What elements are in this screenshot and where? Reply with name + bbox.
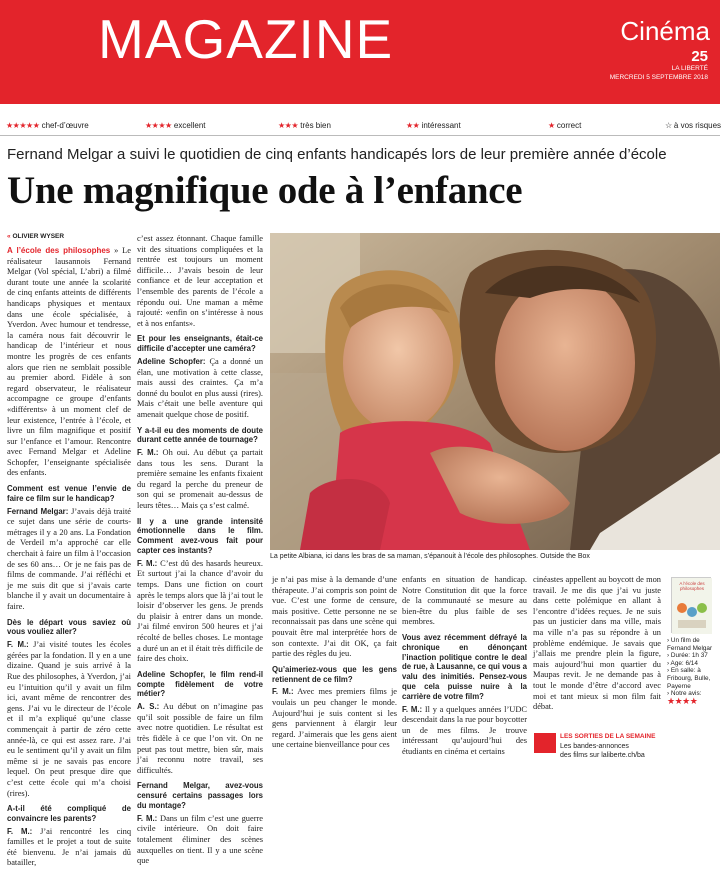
legend-item: ☆ à vos risques	[665, 121, 721, 130]
paragraph: je n’ai pas mise à la demande d’une thérapeute. J’ai compris son point de vue. C’est une forme de censure, mais positive. Cette personne ne se reconnaissait pas dans une scène qui pouvait être mal interprétée hors de son contexte. J’ai dit OK, ça fait partie des règles du jeu.	[272, 575, 397, 659]
article-photo	[270, 233, 720, 550]
answer: A. S.: Au début on n’imagine pas qu’il soit possible de faire un film avec notre quotidien. Le résultat est très fidèle à ce que l’on vit. On ne peut pas tout mettre, bien sûr, mais j’ai reconnu notre travail, ses difficultés.	[137, 702, 263, 775]
answer: F. M.: Avec mes premiers films je voulais un peu changer le monde. Aujourd’hui je suis content si les gens parviennent à élargir leur regard. J’aimerais que les gens aient une certaine bienveillance pour ces	[272, 687, 397, 750]
paragraph: c’est assez étonnant. Chaque famille vit des situations compliquées et la rentrée est toujours un moment difficile… J’avais besoin de leur confiance et de leur acceptation et l’ensemble des parents de l’école a répondu oui. Une maman a même rajouté: «enfin on s’intéresse à nous et à nos enfants».	[137, 234, 263, 328]
section-label: Cinéma	[620, 16, 710, 46]
poster-title: A l’école des philosophes	[679, 581, 705, 591]
article-column-5	[533, 575, 661, 725]
film-age: › Age: 6/14	[667, 659, 698, 667]
article-column-1	[7, 246, 132, 868]
answer: Adeline Schopfer: Ça a donné un élan, une motivation à cette classe, mais aussi des craintes. Ça m’a donné du boulot en plus aussi (rires). Mais c’était une belle aventure qui amenait quelque chose de positif.	[137, 356, 264, 419]
answer: F. M.: Oh oui. Au début ça partait dans tous les sens. Durant la première semaine les enfants fixaient du regard la perche du preneur de son qui se promenait au-dessus de leurs têtes… Mais ça s’est calmé.	[137, 448, 263, 511]
article-headline: Une magnifique ode à l’enfance	[7, 169, 523, 212]
promo-title: LES SORTIES DE LA SEMAINE	[560, 733, 656, 740]
answer: F. M.: Dans un film c’est une guerre civile intérieure. On doit faire totalement éliminer des scènes auxquelles on tient. Il y a une scène que	[137, 813, 263, 866]
answer: F. M.: C’est dû des hasards heureux. Et surtout j’ai la chance d’avoir du temps. Dans une fiction on court après le temps alors que là j’ai tout le loisir d’observer les gens. Je prends du plaisir à entrer dans un monde. J’ai filmé environ 500 heures et j’ai récolté de belles choses. Le montage a duré un an et il était très difficile de faire des choix.	[137, 558, 264, 664]
legend-item: ★★ intéressant	[406, 121, 461, 130]
chevron-icon: «	[7, 233, 11, 240]
article-column-3	[272, 575, 397, 768]
answer: Fernand Melgar: J’avais déjà traité ce sujet dans une série de courts-métrages il y a 20 ans. La Fondation de Verdeil m’a approché car elle cherchait à faire un film à l’occasion de ses 60 ans… Or je ne fais pas de films de commande. J’ai réfléchi et je me suis dit que si j’avais carte blanche il y avait un documentaire à faire.	[7, 506, 131, 611]
issue-date: MERCREDI 5 SEPTEMBRE 2018	[609, 74, 708, 81]
answer: F. M.: J’ai visité toutes les écoles gérées par la fondation. Il y en a une dizaine. Quand je suis arrivé à la Rue des philosophes, à Yverdon, j’ai eu l’intuition qu’il y avait un film ici, avant même de rencontrer des gens. J’ai vu le directeur de l’école et il m’a expliqué qu’une classe commençait à partir de zéro cette année-là, ce qui est assez rare. J’ai eu le sentiment qu’il y avait un film même si je ne savais pas encore lequel. On peut presque dire que c’est cette école qui m’a choisi (rires).	[7, 640, 131, 798]
article-column-2	[137, 234, 264, 866]
legend-item: ★ correct	[548, 121, 582, 130]
byline: « OLIVIER WYSER	[7, 233, 65, 240]
legend-item: ★★★★ excellent	[145, 121, 206, 130]
question: Comment est venue l’envie de faire ce film sur le handicap?	[7, 484, 131, 503]
publication-name: LA LIBERTÉ	[671, 65, 708, 72]
question: Vous avez récemment défrayé la chronique en dénonçant l’inaction politique contre le deal de rue, à Lausanne, ce qui vous a valu des inimitiés. Pensez-vous que cela puisse nuire à la carrière de votre film?	[402, 632, 527, 701]
film-duration: › Durée: 1h 37	[667, 652, 708, 660]
question: Dès le départ vous saviez où vous vouliez aller?	[7, 617, 131, 637]
film-rating-label: › Notre avis:	[667, 690, 702, 698]
legend-item: ★★★ très bien	[278, 121, 331, 130]
answer: F. M.: J’ai rencontré les cinq familles et le projet a tout de suite été bienvenu. Je n’ai jamais dû batailler,	[7, 826, 132, 868]
star-icon: ★★★★★	[6, 121, 40, 130]
film-director: › Un film de Fernand Melgar	[667, 637, 713, 652]
promo-text: Les bandes-annonces des films sur laliberte.ch/ba	[560, 743, 645, 759]
star-icon: ★★★	[278, 121, 299, 130]
film-strip-icon	[534, 733, 556, 753]
masthead-band	[0, 0, 720, 104]
question: Y a-t-il eu des moments de doute durant cette année de tournage?	[137, 425, 263, 445]
star-icon: ★	[548, 121, 555, 130]
film-rating-stars: ★★★★	[667, 695, 698, 706]
page-number: 25	[691, 48, 708, 65]
masthead-title: MAGAZINE	[98, 8, 394, 70]
photo-mother-and-child	[270, 233, 720, 550]
article-column-4	[402, 575, 527, 768]
rating-legend	[0, 116, 720, 136]
photo-caption: La petite Albiana, ici dans les bras de sa maman, s’épanouit à l’école des philosophes. Outside the Box	[270, 553, 590, 560]
film-info-sidebar	[667, 577, 719, 705]
question: Fernand Melgar, avez-vous censuré certains passages lors du montage?	[137, 781, 263, 810]
lead-paragraph: » Le réalisateur lausannois Fernand Melgar (Vol spécial, L’abri) a filmé durant toute une année la scolarité de cinq enfants atteints de différents handicaps physiques et mentaux dans une école spécialisée, à Yverdon. Avec humour et tendresse, la caméra nous fait découvrir le handicap de l’intérieur et nous montre les progrès de ces enfants alors que rien ne semblait possible au premier abord. Fidèle à son regard observateur, le réalisateur accompagne ce groupe d’enfants «différents» à un moment clef de leur existence, l’entrée à l’école, et livre un film magnifique et positif sur l’enfance et l’amour. Rencontre avec Fernand Melgar et Adeline Schopfer, l’enseignante spécialisée des enfants.	[7, 246, 131, 478]
legend-item: ★★★★★ chef-d’œuvre	[6, 121, 89, 130]
promo-link[interactable]: des films sur laliberte.ch/ba	[560, 752, 645, 759]
star-icon: ★★★★	[145, 121, 172, 130]
question: Adeline Schopfer, le film rend-il compte fidèlement de votre métier?	[137, 669, 263, 699]
lead-title: A l’école des philosophes	[7, 246, 111, 255]
question: Et pour les enseignants, était-ce difficile d’accepter une caméra?	[137, 334, 263, 354]
paragraph: cinéastes appellent au boycott de mon travail. Je me dis que j’ai vu juste dans cette polémique en allant à l’encontre d’idées reçues. Je ne suis pas un justicier dans ma ville, mais ma ville n’a pas su répondre à un problème endémique. Je savais que j’allais me prendre plein la figure, mais aujourd’hui mon quartier du Maupas revit. Je ne demande pas à tout le monde d’être d’accord avec moi et tant mieux si mon film fait débat.	[533, 575, 661, 712]
answer: F. M.: Il y a quelques années l’UDC descendait dans la rue pour boycotter un de mes films. Je trouve intéressant qu’aujourd’hui des étudiants en cinéma et certains	[402, 704, 527, 756]
question: A-t-il été compliqué de convaincre les parents?	[7, 804, 131, 823]
article-kicker: Fernand Melgar a suivi le quotidien de cinq enfants handicapés lors de leur première année d’école	[7, 146, 667, 163]
question: Qu’aimeriez-vous que les gens retiennent de ce film?	[272, 664, 397, 684]
star-outline-icon: ☆	[665, 121, 672, 130]
question: Il y a une grande intensité émotionnelle dans le film. Comment avez-vous fait pour capter ces instants?	[137, 516, 263, 556]
film-cinemas: › En salle: à Fribourg, Bulle, Payerne	[667, 667, 711, 690]
photo-credit: Outside the Box	[540, 553, 590, 560]
star-icon: ★★	[406, 121, 420, 130]
film-poster	[671, 577, 711, 633]
paragraph: enfants en situation de handicap. Notre Constitution dit que la force de la communauté se mesure au bien-être du plus faible de ses membres.	[402, 575, 527, 627]
